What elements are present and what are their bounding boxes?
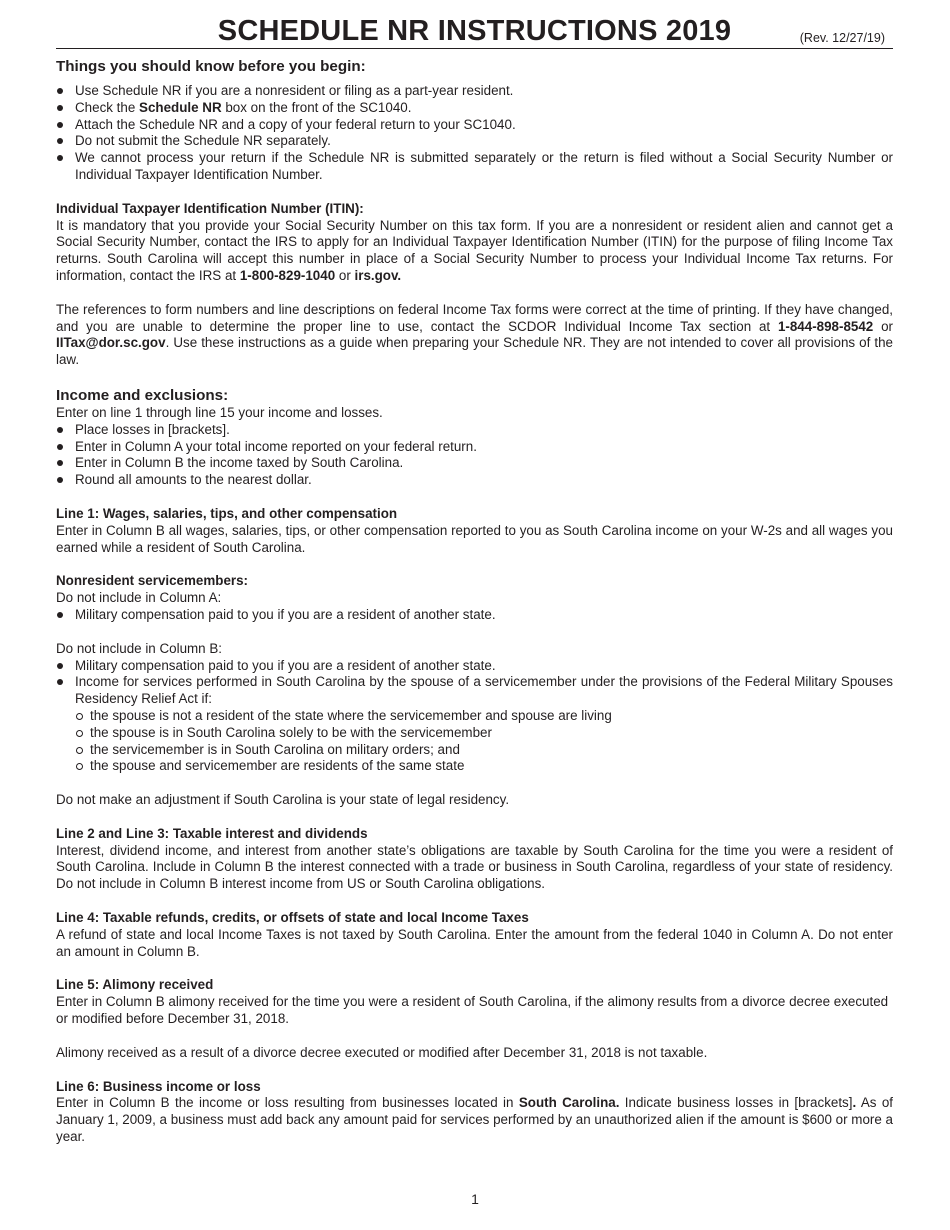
bullet-list (56, 422, 893, 489)
before-you-begin-section (56, 57, 893, 184)
sub-list-item: the spouse and servicemember are residents of the same state (75, 758, 893, 775)
paragraph: Enter on line 1 through line 15 your income and losses. (56, 404, 383, 420)
list-item: Attach the Schedule NR and a copy of your federal return to your SC1040. (56, 117, 893, 134)
line-2-3-section (56, 826, 893, 893)
list-item: Enter in Column A your total income reported on your federal return. (56, 439, 893, 456)
line-6-section (56, 1079, 893, 1146)
paragraph: Do not include in Column A: (56, 590, 222, 606)
list-item: Military compensation paid to you if you are a resident of another state. (56, 607, 893, 624)
line-1-section (56, 506, 893, 556)
header (56, 14, 893, 49)
list-item: Income for services performed in South Carolina by the spouse of a servicemember under the provisions of the Federal Military Spouses Residency Relief Act if: (56, 674, 893, 708)
section-heading: Line 1: Wages, salaries, tips, and other compensation (56, 505, 398, 521)
list-item: Enter in Column B the income taxed by South Carolina. (56, 455, 893, 472)
list-item: We cannot process your return if the Schedule NR is submitted separately or the return is filed without a Social Security Number or Individual Taxpayer Identification Number. (56, 150, 893, 184)
bullet-list (56, 607, 893, 624)
line-4-section (56, 910, 893, 960)
sub-list-item: the spouse is not a resident of the state where the servicemember and spouse are living (75, 708, 893, 725)
sub-list (56, 708, 893, 775)
list-item: Military compensation paid to you if you are a resident of another state. (56, 658, 893, 675)
list-item: Do not submit the Schedule NR separately. (56, 133, 893, 150)
paragraph: Alimony received as a result of a divorce decree executed or modified after December 31, 2018 is not taxable. (56, 1044, 708, 1060)
section-heading: Line 4: Taxable refunds, credits, or offsets of state and local Income Taxes (56, 910, 529, 926)
bullet-list (56, 83, 893, 184)
sub-list-item: the servicemember is in South Carolina on military orders; and (75, 742, 893, 759)
section-heading: Nonresident servicemembers: (56, 573, 249, 589)
section-heading: Line 5: Alimony received (56, 977, 214, 993)
paragraph: It is mandatory that you provide your Social Security Number on this tax form. If you are a nonresident or resident alien and cannot get a Social Security Number, contact the IRS to apply for an Individual Taxpayer Identification Number (ITIN) for the purpose of filing Income Tax returns. South Carolina will accept this number in place of a Social Security Number to process your Individual Income Tax returns. For information, contact the IRS at 1-800-829-1040 or irs.gov. (56, 217, 893, 283)
sub-list-item: the spouse is in South Carolina solely to be with the servicemember (75, 725, 893, 742)
paragraph: A refund of state and local Income Taxes is not taxed by South Carolina. Enter the amount from the federal 1040 in Column A. Do not enter an amount in Column B. (56, 926, 893, 959)
line-5-section (56, 977, 893, 1061)
list-item: Round all amounts to the nearest dollar. (56, 472, 893, 489)
servicemembers-section (56, 573, 893, 809)
paragraph: Enter in Column B all wages, salaries, tips, or other compensation reported to you as South Carolina income on your W-2s and all wages you earned while a resident of South Carolina. (56, 522, 893, 555)
section-heading: Individual Taxpayer Identification Number (ITIN): (56, 200, 364, 216)
references-section (56, 302, 893, 369)
section-heading: Income and exclusions: (56, 386, 229, 404)
page-number: 1 (471, 1191, 479, 1207)
section-heading: Things you should know before you begin: (56, 58, 366, 75)
list-item: Check the Schedule NR box on the front of the SC1040. (56, 100, 893, 117)
list-item: Use Schedule NR if you are a nonresident or filing as a part-year resident. (56, 83, 893, 100)
income-exclusions-section (56, 386, 893, 489)
list-item: Place losses in [brackets]. (56, 422, 893, 439)
section-heading: Line 2 and Line 3: Taxable interest and dividends (56, 825, 368, 841)
paragraph: Enter in Column B alimony received for the time you were a resident of South Carolina, if the alimony results from a divorce decree executed or modified before December 31, 2018. (56, 994, 889, 1027)
bullet-list (56, 658, 893, 708)
paragraph: Interest, dividend income, and interest from another state’s obligations are taxable by South Carolina for the time you were a resident of South Carolina. Include in Column B the interest connected with a trade or business in South Carolina, regardless of your state of residency. Do not include in Column B interest income from US or South Carolina obligations. (56, 842, 893, 892)
revision-date: (Rev. 12/27/19) (799, 31, 885, 45)
itin-section (56, 201, 893, 285)
section-heading: Line 6: Business income or loss (56, 1078, 261, 1094)
instructions-page (56, 14, 893, 1146)
paragraph: Do not make an adjustment if South Carolina is your state of legal residency. (56, 792, 510, 808)
paragraph: Enter in Column B the income or loss resulting from businesses located in South Carolina. Indicate business losses in [brackets]. As of January 1, 2009, a business must add back any amount paid for services performed by an unauthorized alien if the amount is $600 or more a year. (56, 1095, 894, 1145)
page-title: SCHEDULE NR INSTRUCTIONS 2019 (217, 15, 732, 47)
paragraph: The references to form numbers and line descriptions on federal Income Tax forms were correct at the time of printing. If they have changed, and you are unable to determine the proper line to use, contact the SCDOR Individual Income Tax section at 1-844-898-8542 or IITax@dor.sc.gov. Use these instructions as a guide when preparing your Schedule NR. They are not intended to cover all provisions of the law. (56, 301, 893, 368)
paragraph: Do not include in Column B: (56, 640, 222, 656)
